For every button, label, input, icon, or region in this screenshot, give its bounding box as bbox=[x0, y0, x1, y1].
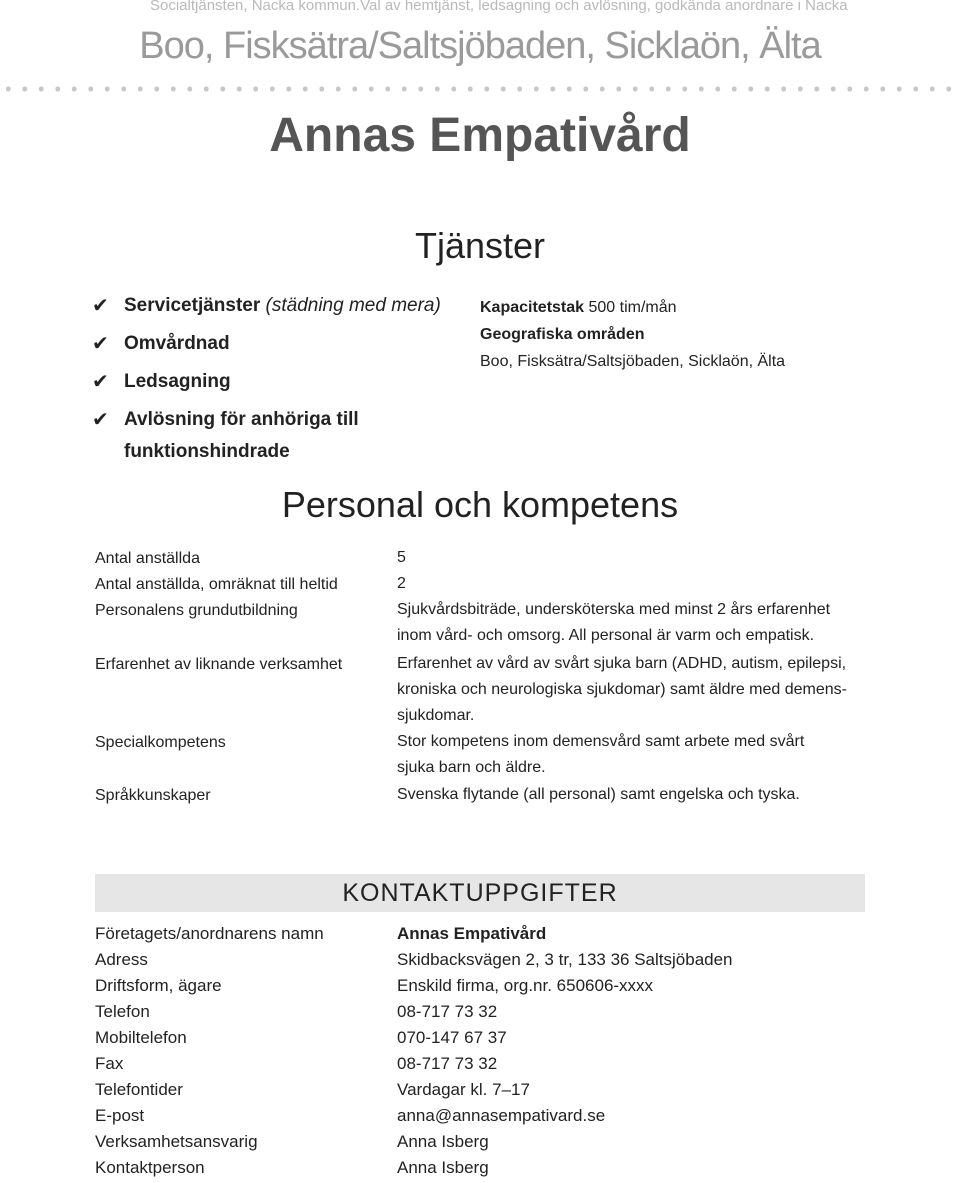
table-row bbox=[95, 1002, 498, 1022]
contact-label: Företagets/anordnarens namn bbox=[95, 924, 324, 943]
contact-label: Telefon bbox=[95, 1002, 150, 1021]
table-row bbox=[95, 1132, 489, 1152]
areas-subtitle: Boo, Fisksätra/Saltsjöbaden, Sicklaön, Älta bbox=[139, 25, 821, 67]
row-label: Antal anställda bbox=[95, 550, 200, 567]
checkmark-icon: ✔ bbox=[92, 409, 109, 431]
row-value-line: Erfarenhet av vård av svårt sjuka barn (ADHD, autism, epilepsi, bbox=[397, 655, 847, 672]
table-row bbox=[95, 924, 547, 944]
table-row bbox=[95, 976, 654, 996]
service-item bbox=[92, 366, 452, 398]
table-row bbox=[95, 1080, 530, 1100]
table-row bbox=[95, 1106, 606, 1126]
row-value-line: sjuka barn och äldre. bbox=[397, 759, 546, 776]
contact-label: Adress bbox=[95, 950, 148, 969]
dotted-divider bbox=[0, 86, 960, 92]
service-label: Ledsagning bbox=[124, 371, 231, 392]
services-heading: Tjänster bbox=[414, 225, 546, 266]
contact-value: Annas Empativård bbox=[397, 924, 547, 943]
contact-value: Enskild firma, org.nr. 650606-xxxx bbox=[397, 976, 654, 995]
capacity-block bbox=[480, 294, 785, 375]
service-item bbox=[92, 404, 394, 468]
checkmark-icon: ✔ bbox=[92, 333, 109, 355]
contact-label: E-post bbox=[95, 1106, 145, 1125]
row-value: 5 bbox=[397, 549, 406, 566]
services-list bbox=[92, 290, 452, 474]
row-label: Språkkunskaper bbox=[95, 787, 211, 804]
service-item bbox=[92, 328, 452, 360]
row-value: Svenska flytande (all personal) samt engelska och tyska. bbox=[397, 786, 800, 803]
contact-value: Skidbacksvägen 2, 3 tr, 133 36 Saltsjöbaden bbox=[397, 950, 733, 969]
capacity-value: 500 tim/mån bbox=[588, 299, 677, 316]
service-label: Servicetjänster bbox=[124, 295, 261, 316]
contact-label: Telefontider bbox=[95, 1080, 183, 1099]
row-label: Antal anställda, omräknat till heltid bbox=[95, 576, 338, 593]
service-label: Avlösning för anhöriga till funktionshindrade bbox=[124, 409, 359, 462]
email-link[interactable]: anna@annasempativard.se bbox=[397, 1106, 606, 1125]
table-row bbox=[95, 950, 733, 970]
service-label: Omvårdnad bbox=[124, 333, 230, 354]
row-value-line: sjukdomar. bbox=[397, 707, 475, 724]
contact-value: Anna Isberg bbox=[397, 1132, 489, 1151]
contact-value: Anna Isberg bbox=[397, 1158, 489, 1177]
breadcrumb: Socialtjänsten, Nacka kommun.Val av hemtjänst, ledsagning och avlösning, godkända anordnare i Nacka bbox=[150, 0, 848, 14]
capacity-label: Kapacitetstak bbox=[480, 299, 585, 316]
row-label: Erfarenhet av liknande verksamhet bbox=[95, 656, 343, 673]
row-label: Specialkompetens bbox=[95, 734, 226, 751]
contact-value: 070-147 67 37 bbox=[397, 1028, 507, 1047]
geo-value: Boo, Fisksätra/Saltsjöbaden, Sicklaön, Älta bbox=[480, 353, 786, 370]
contact-label: Mobiltelefon bbox=[95, 1028, 187, 1047]
table-row bbox=[95, 1028, 507, 1048]
service-note: (städning med mera) bbox=[265, 295, 441, 316]
staff-heading: Personal och kompetens bbox=[281, 484, 679, 525]
contact-heading: KONTAKTUPPGIFTER bbox=[342, 879, 618, 907]
checkmark-icon: ✔ bbox=[92, 371, 109, 393]
page-title: Annas Empativård bbox=[269, 109, 691, 162]
row-value-line: kroniska och neurologiska sjukdomar) samt äldre med demens- bbox=[397, 681, 847, 698]
contact-value: 08-717 73 32 bbox=[397, 1002, 498, 1021]
row-value: 2 bbox=[397, 575, 406, 592]
contact-heading-bar bbox=[95, 874, 865, 912]
contact-label: Driftsform, ägare bbox=[95, 976, 222, 995]
table-row bbox=[95, 1054, 498, 1074]
row-label: Personalens grundutbildning bbox=[95, 602, 298, 619]
contact-label: Verksamhetsansvarig bbox=[95, 1132, 258, 1151]
contact-label: Fax bbox=[95, 1054, 124, 1073]
contact-value: Vardagar kl. 7–17 bbox=[397, 1080, 530, 1099]
row-value-line: Stor kompetens inom demensvård samt arbete med svårt bbox=[397, 733, 805, 750]
service-item bbox=[92, 290, 452, 322]
contact-label: Kontaktperson bbox=[95, 1158, 205, 1177]
row-value-line: inom vård- och omsorg. All personal är varm och empatisk. bbox=[397, 627, 815, 644]
row-value-line: Sjukvårdsbiträde, undersköterska med minst 2 års erfarenhet bbox=[397, 601, 831, 618]
geo-label: Geografiska områden bbox=[480, 326, 645, 343]
checkmark-icon: ✔ bbox=[92, 295, 109, 317]
table-row bbox=[95, 1158, 489, 1178]
contact-value: 08-717 73 32 bbox=[397, 1054, 498, 1073]
